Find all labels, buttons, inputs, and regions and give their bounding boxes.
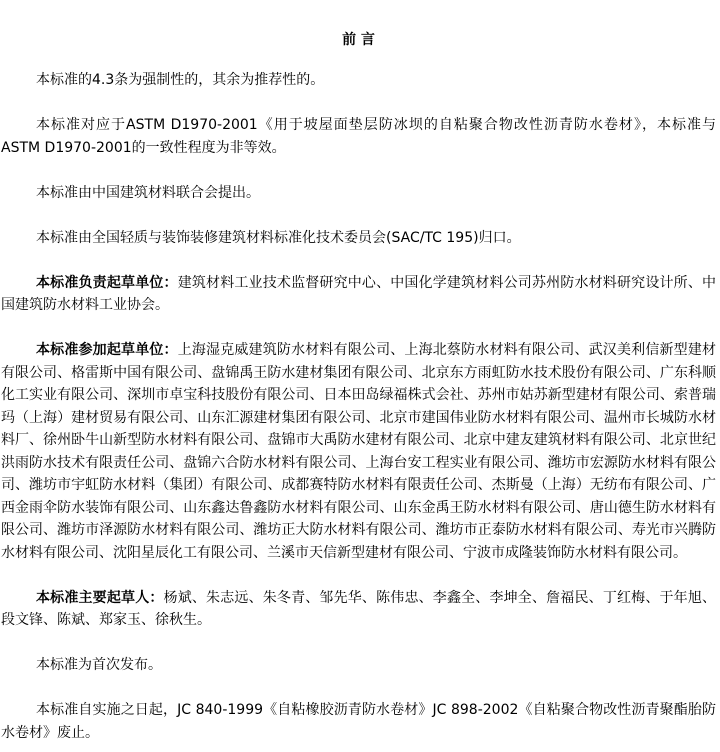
paragraph-text: 本标准的4.3条为强制性的，其余为推荐性的。 — [36, 72, 325, 88]
paragraph-label: 本标准主要起草人： — [36, 589, 164, 606]
paragraph-text: 本标准由中国建筑材料联合会提出。 — [36, 184, 260, 201]
paragraph-responsible-drafters — [1, 272, 716, 317]
paragraph-correspondence — [1, 114, 716, 159]
paragraph-text: 本标准为首次发布。 — [36, 657, 162, 673]
paragraph-label: 本标准负责起草单位： — [36, 274, 178, 291]
paragraph-proposed-by — [1, 182, 716, 205]
paragraph-supersedes — [1, 699, 716, 744]
paragraph-first-release — [1, 654, 716, 677]
paragraph-text: 建筑材料工业技术监督研究中心、中国化学建筑材料公司苏州防水材料研究设计所、中国建筑防水材料工业协会。 — [1, 274, 716, 313]
page-title: 前 言 — [342, 32, 375, 48]
paragraph-participating-drafters — [1, 339, 716, 564]
paragraph-text: 杨斌、朱志远、朱冬青、邹先华、陈伟忠、李鑫全、李坤全、詹福民、丁红梅、于年旭、段文锋、陈斌、郑家玉、徐秋生。 — [1, 589, 717, 628]
paragraph-text: 上海湿克威建筑防水材料有限公司、上海北蔡防水材料有限公司、武汉美利信新型建材有限公司、格雷斯中国有限公司、盘锦禹王防水建材集团有限公司、北京东方雨虹防水技术股份有限公司、广东科顺化工实业有限公司、深圳市卓宝科技股份有限公司、日本田岛绿福株式会社、苏州市姑苏新型建材有限公司、索普瑞玛（上海）建材贸易有限公司、山东汇源建材集团有限公司、北京市建国伟业防水材料有限公司、温州市长城防水材料厂、徐州卧牛山新型防水材料有限公司、盘锦市大禹防水建材有限公司、北京中建友建筑材料有限公司、北京世纪洪雨防水技术有限责任公司、盘锦六合防水材料有限公司、上海台安工程实业有限公司、潍坊市宏源防水材料有限公司、潍坊市宇虹防水材料（集团）有限公司、成都赛特防水材料有限责任公司、杰斯曼（上海）无纺布有限公司、广西金雨伞防水装饰有限公司、山东鑫达鲁鑫防水材料有限公司、山东金禹王防水材料有限公司、唐山德生防水材料有限公司、潍坊市泽源防水材料有限公司、潍坊正大防水材料有限公司、潍坊市正泰防水材料有限公司、寿光市兴腾防水材料有限公司、沈阳星辰化工有限公司、兰溪市天信新型建材有限公司、宁波市成隆装饰防水材料有限公司。 — [1, 342, 716, 561]
paragraph-label: 本标准参加起草单位： — [36, 342, 178, 358]
paragraph-centralized-by — [1, 227, 716, 250]
paragraph-text: 本标准由全国轻质与装饰装修建筑材料标准化技术委员会(SAC/TC 195)归口。 — [36, 229, 521, 246]
paragraph-mandatory-clause — [1, 69, 716, 92]
paragraph-main-drafters — [1, 587, 716, 632]
paragraph-text: 本标准对应于ASTM D1970-2001《用于坡屋面垫层防冰坝的自粘聚合物改性沥青防水卷材》，本标准与ASTM D1970-2001的一致性程度为非等效。 — [1, 117, 716, 156]
paragraph-text: 本标准自实施之日起，JC 840-1999《自粘橡胶沥青防水卷材》JC 898-2002《自粘聚合物改性沥青聚酯胎防水卷材》废止。 — [1, 702, 716, 741]
